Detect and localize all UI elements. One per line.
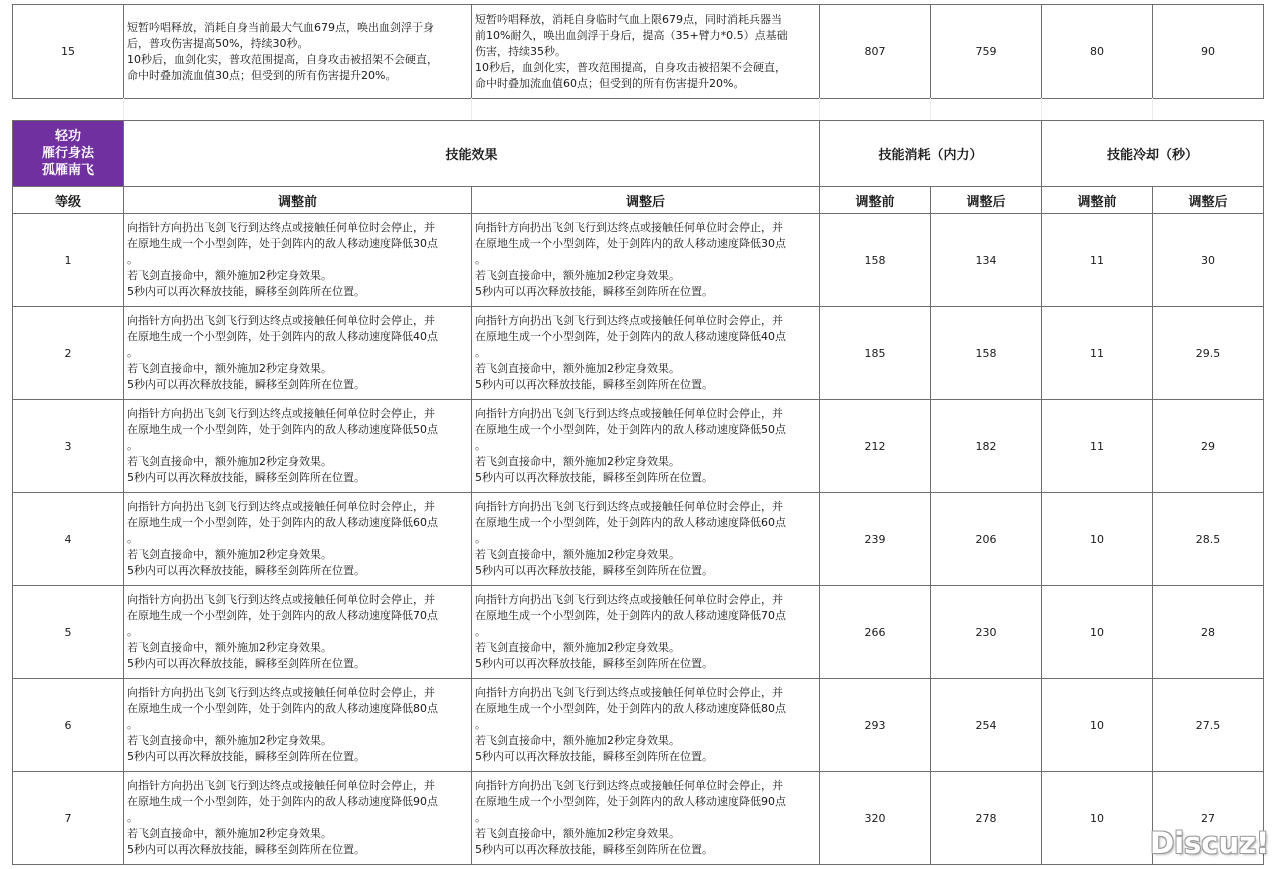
effect-line: 。 — [127, 346, 138, 359]
effect-line: 向指针方向扔出飞剑飞行到达终点或接触任何单位时会停止，并 — [475, 407, 783, 420]
cost-before-cell: 212 — [820, 400, 931, 493]
effect-line: 向指针方向扔出飞剑飞行到达终点或接触任何单位时会停止，并 — [475, 779, 783, 792]
cooldown-before-cell: 11 — [1042, 214, 1153, 307]
table-row — [13, 307, 1264, 400]
effect-line: 短暂吟唱释放，消耗自身临时气血上限679点，同时消耗兵器当 — [475, 12, 782, 26]
effect-line: 命中时叠加流血值30点；但受到的所有伤害提升20%。 — [127, 68, 397, 82]
table-row-level-15 — [13, 5, 1264, 99]
effect-line: 若飞剑直接命中，额外施加2秒定身效果。 — [475, 269, 680, 282]
effect-line: 向指针方向扔出飞剑飞行到达终点或接触任何单位时会停止，并 — [127, 686, 435, 699]
effect-line: 5秒内可以再次释放技能，瞬移至剑阵所在位置。 — [475, 378, 713, 391]
effect-line: 若飞剑直接命中，额外施加2秒定身效果。 — [127, 455, 332, 468]
effect-line: 若飞剑直接命中，额外施加2秒定身效果。 — [127, 734, 332, 747]
effect-line: 。 — [475, 532, 486, 545]
effect-line: 向指针方向扔出飞剑飞行到达终点或接触任何单位时会停止，并 — [475, 500, 783, 513]
effect-line: 5秒内可以再次释放技能，瞬移至剑阵所在位置。 — [127, 285, 365, 298]
cost-before-cell: 158 — [820, 214, 931, 307]
effect-after-cell — [472, 5, 820, 99]
previous-skill-table — [12, 4, 1264, 99]
skill-table — [12, 120, 1270, 865]
level-cell: 4 — [13, 493, 124, 586]
effect-line: 在原地生成一个小型剑阵，处于剑阵内的敌人移动速度降低80点 — [127, 702, 438, 715]
effect-after-cell — [472, 772, 820, 865]
effect-before-cell — [124, 493, 472, 586]
level-cell: 6 — [13, 679, 124, 772]
effect-after-header: 调整后 — [472, 187, 820, 214]
effect-before-header: 调整前 — [124, 187, 472, 214]
cooldown-before-header: 调整前 — [1042, 187, 1153, 214]
cost-after-cell: 254 — [931, 679, 1042, 772]
effect-line: 5秒内可以再次释放技能，瞬移至剑阵所在位置。 — [127, 843, 365, 856]
cost-before-cell: 239 — [820, 493, 931, 586]
cost-before-cell: 293 — [820, 679, 931, 772]
skill-name-line: 轻功 — [54, 129, 81, 144]
table-row — [13, 400, 1264, 493]
effect-line: 若飞剑直接命中，额外施加2秒定身效果。 — [475, 641, 680, 654]
effect-line: 前10%耐久，唤出血剑浮于身后，提高（35+臂力*0.5）点基础 — [475, 28, 788, 42]
cost-after-cell: 182 — [931, 400, 1042, 493]
effect-line: 5秒内可以再次释放技能，瞬移至剑阵所在位置。 — [127, 750, 365, 763]
level-cell: 5 — [13, 586, 124, 679]
cost-after-cell: 759 — [931, 5, 1042, 99]
effect-line: 在原地生成一个小型剑阵，处于剑阵内的敌人移动速度降低50点 — [127, 423, 438, 436]
effect-line: 。 — [475, 346, 486, 359]
cooldown-after-header: 调整后 — [1153, 187, 1264, 214]
effect-line: 向指针方向扔出飞剑飞行到达终点或接触任何单位时会停止，并 — [475, 593, 783, 606]
effect-line: 。 — [475, 439, 486, 452]
effect-line: 5秒内可以再次释放技能，瞬移至剑阵所在位置。 — [475, 285, 713, 298]
effect-after-cell — [472, 214, 820, 307]
effect-before-cell — [124, 5, 472, 99]
effect-line: 在原地生成一个小型剑阵，处于剑阵内的敌人移动速度降低40点 — [127, 330, 438, 343]
cooldown-after-cell: 29 — [1153, 400, 1264, 493]
effect-line: 若飞剑直接命中，额外施加2秒定身效果。 — [127, 827, 332, 840]
effect-line: 向指针方向扔出飞剑飞行到达终点或接触任何单位时会停止，并 — [127, 779, 435, 792]
effect-line: 10秒后，血剑化实，普攻范围提高，自身攻击被招架不会硬直， — [475, 60, 786, 74]
effect-line: 向指针方向扔出飞剑飞行到达终点或接触任何单位时会停止，并 — [475, 686, 783, 699]
cost-after-cell: 278 — [931, 772, 1042, 865]
effect-line: 在原地生成一个小型剑阵，处于剑阵内的敌人移动速度降低70点 — [127, 609, 438, 622]
gridline — [819, 98, 820, 120]
effect-line: 在原地生成一个小型剑阵，处于剑阵内的敌人移动速度降低90点 — [127, 795, 438, 808]
effect-before-cell — [124, 679, 472, 772]
effect-line: 向指针方向扔出飞剑飞行到达终点或接触任何单位时会停止，并 — [127, 314, 435, 327]
gridline — [1152, 98, 1153, 120]
effect-line: 5秒内可以再次释放技能，瞬移至剑阵所在位置。 — [127, 378, 365, 391]
effect-line: 向指针方向扔出飞剑飞行到达终点或接触任何单位时会停止，并 — [127, 407, 435, 420]
effect-line: 5秒内可以再次释放技能，瞬移至剑阵所在位置。 — [127, 657, 365, 670]
effect-line: 向指针方向扔出飞剑飞行到达终点或接触任何单位时会停止，并 — [127, 500, 435, 513]
skill-name-line: 孤雁南飞 — [41, 163, 94, 178]
effect-before-cell — [124, 586, 472, 679]
effect-line: 在原地生成一个小型剑阵，处于剑阵内的敌人移动速度降低30点 — [127, 237, 438, 250]
effect-line: 5秒内可以再次释放技能，瞬移至剑阵所在位置。 — [127, 564, 365, 577]
table-row — [13, 679, 1264, 772]
effect-line: 在原地生成一个小型剑阵，处于剑阵内的敌人移动速度降低50点 — [475, 423, 786, 436]
effect-line: 在原地生成一个小型剑阵，处于剑阵内的敌人移动速度降低90点 — [475, 795, 786, 808]
cost-header: 技能消耗（内力） — [820, 121, 1042, 187]
level-header: 等级 — [13, 187, 124, 214]
gridline — [123, 98, 124, 120]
effect-line: 在原地生成一个小型剑阵，处于剑阵内的敌人移动速度降低30点 — [475, 237, 786, 250]
effect-line: 5秒内可以再次释放技能，瞬移至剑阵所在位置。 — [475, 564, 713, 577]
table-body — [13, 214, 1270, 865]
effect-line: 在原地生成一个小型剑阵，处于剑阵内的敌人移动速度降低60点 — [475, 516, 786, 529]
cooldown-before-cell: 10 — [1042, 772, 1153, 865]
effect-line: 。 — [475, 253, 486, 266]
discuz-watermark: Discuz! — [1150, 826, 1270, 860]
table-row — [13, 772, 1264, 865]
table-subheader-row — [13, 187, 1264, 214]
effect-line: 5秒内可以再次释放技能，瞬移至剑阵所在位置。 — [475, 843, 713, 856]
effect-line: 。 — [475, 811, 486, 824]
effect-line: 若飞剑直接命中，额外施加2秒定身效果。 — [127, 362, 332, 375]
effect-line: 。 — [475, 718, 486, 731]
effect-line: 在原地生成一个小型剑阵，处于剑阵内的敌人移动速度降低80点 — [475, 702, 786, 715]
table-header-row — [13, 121, 1264, 187]
effect-header: 技能效果 — [124, 121, 820, 187]
effect-line: 。 — [127, 532, 138, 545]
effect-after-cell — [472, 586, 820, 679]
cooldown-before-cell: 10 — [1042, 586, 1153, 679]
table-row — [13, 214, 1264, 307]
effect-line: 。 — [475, 625, 486, 638]
cooldown-before-cell: 11 — [1042, 307, 1153, 400]
effect-line: 伤害，持续35秒。 — [475, 44, 566, 58]
effect-line: 5秒内可以再次释放技能，瞬移至剑阵所在位置。 — [475, 471, 713, 484]
gridline — [930, 98, 931, 120]
cooldown-after-cell: 28.5 — [1153, 493, 1264, 586]
effect-after-cell — [472, 400, 820, 493]
cost-after-header: 调整后 — [931, 187, 1042, 214]
cost-after-cell: 230 — [931, 586, 1042, 679]
cost-before-cell: 266 — [820, 586, 931, 679]
effect-before-cell — [124, 214, 472, 307]
cooldown-before-cell: 80 — [1042, 5, 1153, 99]
level-cell: 2 — [13, 307, 124, 400]
cost-before-header: 调整前 — [820, 187, 931, 214]
effect-line: 5秒内可以再次释放技能，瞬移至剑阵所在位置。 — [127, 471, 365, 484]
effect-line: 若飞剑直接命中，额外施加2秒定身效果。 — [475, 362, 680, 375]
level-cell: 3 — [13, 400, 124, 493]
cooldown-after-cell: 90 — [1153, 5, 1264, 99]
level-cell: 7 — [13, 772, 124, 865]
effect-after-cell — [472, 679, 820, 772]
level-cell: 1 — [13, 214, 124, 307]
cooldown-before-cell: 10 — [1042, 679, 1153, 772]
cooldown-header: 技能冷却（秒） — [1042, 121, 1264, 187]
effect-line: 若飞剑直接命中，额外施加2秒定身效果。 — [475, 455, 680, 468]
skill-name-line: 雁行身法 — [41, 146, 94, 161]
cooldown-after-cell: 30 — [1153, 214, 1264, 307]
effect-line: 。 — [127, 625, 138, 638]
effect-line: 在原地生成一个小型剑阵，处于剑阵内的敌人移动速度降低40点 — [475, 330, 786, 343]
effect-after-cell — [472, 493, 820, 586]
cooldown-after-cell: 27 — [1153, 772, 1264, 865]
effect-before-cell — [124, 307, 472, 400]
effect-after-cell — [472, 307, 820, 400]
effect-before-cell — [124, 772, 472, 865]
effect-line: 。 — [127, 439, 138, 452]
effect-line: 若飞剑直接命中，额外施加2秒定身效果。 — [127, 269, 332, 282]
effect-line: 若飞剑直接命中，额外施加2秒定身效果。 — [475, 827, 680, 840]
cost-before-cell: 807 — [820, 5, 931, 99]
effect-line: 。 — [127, 811, 138, 824]
cooldown-before-cell: 11 — [1042, 400, 1153, 493]
cooldown-after-cell: 28 — [1153, 586, 1264, 679]
effect-line: 。 — [127, 253, 138, 266]
effect-line: 向指针方向扔出飞剑飞行到达终点或接触任何单位时会停止，并 — [127, 593, 435, 606]
effect-line: 若飞剑直接命中，额外施加2秒定身效果。 — [127, 548, 332, 561]
table-row — [13, 493, 1264, 586]
effect-line: 后，普攻伤害提高50%，持续30秒。 — [127, 36, 309, 50]
effect-line: 5秒内可以再次释放技能，瞬移至剑阵所在位置。 — [475, 750, 713, 763]
effect-line: 若飞剑直接命中，额外施加2秒定身效果。 — [127, 641, 332, 654]
cooldown-before-cell: 10 — [1042, 493, 1153, 586]
cost-after-cell: 158 — [931, 307, 1042, 400]
effect-line: 短暂吟唱释放，消耗自身当前最大气血679点，唤出血剑浮于身 — [127, 20, 434, 34]
blank-spacer-row — [12, 98, 1264, 120]
cooldown-after-cell: 27.5 — [1153, 679, 1264, 772]
level-cell: 15 — [13, 5, 124, 99]
cost-after-cell: 206 — [931, 493, 1042, 586]
cost-before-cell: 185 — [820, 307, 931, 400]
effect-line: 10秒后，血剑化实，普攻范围提高，自身攻击被招架不会硬直， — [127, 52, 438, 66]
effect-line: 命中时叠加流血值60点；但受到的所有伤害提升20%。 — [475, 76, 745, 90]
skill-name-cell — [13, 121, 124, 187]
cost-before-cell: 320 — [820, 772, 931, 865]
effect-line: 若飞剑直接命中，额外施加2秒定身效果。 — [475, 734, 680, 747]
gridline — [1041, 98, 1042, 120]
cooldown-after-cell: 29.5 — [1153, 307, 1264, 400]
effect-line: 向指针方向扔出飞剑飞行到达终点或接触任何单位时会停止，并 — [127, 221, 435, 234]
effect-before-cell — [124, 400, 472, 493]
effect-line: 。 — [127, 718, 138, 731]
effect-line: 在原地生成一个小型剑阵，处于剑阵内的敌人移动速度降低60点 — [127, 516, 438, 529]
effect-line: 若飞剑直接命中，额外施加2秒定身效果。 — [475, 548, 680, 561]
cost-after-cell: 134 — [931, 214, 1042, 307]
table-row — [13, 586, 1264, 679]
effect-line: 在原地生成一个小型剑阵，处于剑阵内的敌人移动速度降低70点 — [475, 609, 786, 622]
gridline — [471, 98, 472, 120]
effect-line: 5秒内可以再次释放技能，瞬移至剑阵所在位置。 — [475, 657, 713, 670]
effect-line: 向指针方向扔出飞剑飞行到达终点或接触任何单位时会停止，并 — [475, 221, 783, 234]
effect-line: 向指针方向扔出飞剑飞行到达终点或接触任何单位时会停止，并 — [475, 314, 783, 327]
